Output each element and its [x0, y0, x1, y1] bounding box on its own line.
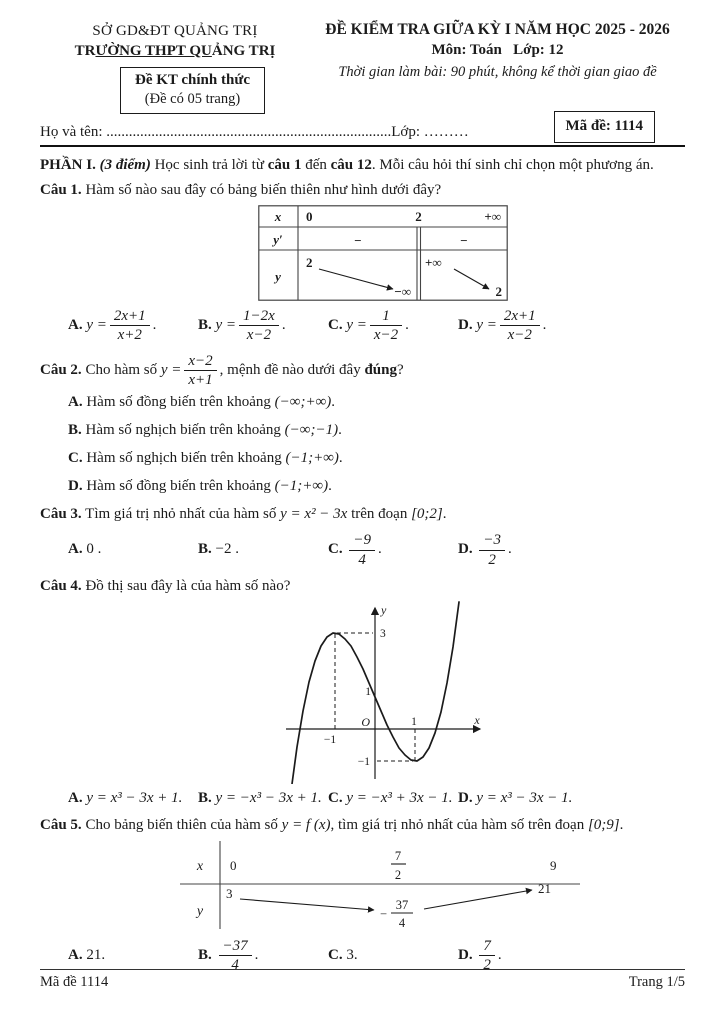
duration-note: Thời gian làm bài: 90 phút, không kể thời gian giao đề [338, 64, 657, 81]
question-2-option-c: C. Hàm số nghịch biến trên khoảng (−1;+∞). [68, 450, 343, 467]
footer-exam-code: Mã đề 1114 [40, 974, 109, 990]
svg-text:2: 2 [495, 283, 502, 299]
page-footer [40, 969, 685, 992]
page-count-note: (Đề có 05 trang) [144, 91, 241, 108]
option-b: B. −2 . [198, 541, 239, 558]
school-name: TRƯỜNG THPT QUẢNG TRỊ [74, 42, 276, 59]
student-name-line: Họ và tên: ............................................................................Lớp: ……… [40, 123, 469, 140]
exam-title: ĐỀ KIỂM TRA GIỮA KỲ I NĂM HỌC 2025 - 2026 [325, 21, 670, 38]
question-3-options [68, 528, 685, 572]
fraction: $\frac{7}{2}$ [479, 938, 495, 973]
option-a: A. 21. [68, 946, 106, 963]
question-3-title: Câu 3. Tìm giá trị nhỏ nhất của hàm số y = x² − 3x trên đoạn [0;2]. [40, 506, 447, 523]
question-2-option-d: D. Hàm số đồng biến trên khoảng (−1;+∞). [68, 478, 332, 495]
part1-points: (3 điểm) [95, 157, 155, 174]
svg-text:+∞: +∞ [484, 208, 501, 224]
svg-text:−1: −1 [357, 755, 370, 768]
fraction: $\frac{1}{x-2}$ [370, 308, 402, 343]
fraction: $\frac{2x+1}{x-2}$ [500, 308, 540, 343]
svg-text:3: 3 [380, 627, 386, 640]
svg-text:x: x [474, 712, 480, 727]
svg-text:y: y [381, 602, 387, 617]
svg-text:2: 2 [306, 254, 313, 270]
department-name: SỞ GD&ĐT QUẢNG TRỊ [92, 23, 258, 39]
question-2-title: Câu 2. Cho hàm số y = $\frac{x-2}{x+1}$ , mệnh đề nào dưới đây đúng? [40, 352, 404, 389]
svg-text:−∞: −∞ [394, 283, 411, 299]
fraction: $\frac{-9}{4}$ [349, 532, 375, 567]
official-exam-box [120, 67, 265, 114]
class-label: Lớp: ……… [391, 123, 469, 140]
option-c: C. y = $\frac{1}{x-2}$ . [328, 308, 409, 344]
svg-text:y: y [275, 268, 281, 284]
official-exam-label: Đề KT chính thức [135, 71, 250, 88]
svg-text:−: − [379, 906, 387, 921]
header-divider [40, 145, 685, 147]
exam-code-box: Mã đề: 1114 [554, 111, 656, 143]
svg-text:2: 2 [415, 208, 422, 224]
option-b: B. y = $\frac{1-2x}{x-2}$ . [198, 308, 286, 344]
name-dots: ............................................................................ [106, 123, 392, 140]
fraction: $\frac{2x+1}{x+2}$ [110, 308, 150, 343]
question-5-variation-table [180, 839, 580, 931]
option-d: D. y = $\frac{2x+1}{x-2}$ . [458, 308, 547, 344]
svg-text:x: x [196, 858, 204, 874]
svg-text:−: − [354, 232, 362, 248]
subject-grade: Môn: Toán Lớp: 12 [431, 42, 564, 59]
option-c: C. $\frac{-9}{4}$ . [328, 532, 382, 568]
option-a: A. y = x³ − 3x + 1. [68, 789, 183, 806]
svg-text:y′: y′ [273, 231, 283, 247]
svg-text:−1: −1 [323, 733, 337, 746]
question-2-option-a: A. Hàm số đồng biến trên khoảng (−∞;+∞). [68, 394, 336, 411]
fraction: $\frac{1-2x}{x-2}$ [239, 308, 279, 343]
question-1-options [68, 304, 685, 348]
svg-text:0: 0 [230, 857, 237, 873]
svg-text:−: − [460, 232, 468, 248]
option-d: D. $\frac{-3}{2}$ . [458, 532, 512, 568]
option-c: C. y = −x³ + 3x − 1. [328, 789, 453, 806]
fraction: $\frac{x-2}{x+1}$ [184, 353, 216, 388]
question-4-title: Câu 4. Đồ thị sau đây là của hàm số nào? [40, 578, 291, 595]
option-c: C. 3. [328, 946, 358, 963]
question-1-variation-table [258, 205, 508, 301]
option-a: A. y = $\frac{2x+1}{x+2}$ . [68, 308, 157, 344]
header-right [310, 20, 685, 114]
svg-text:1: 1 [365, 685, 371, 698]
question-1-title: Câu 1. Hàm số nào sau đây có bảng biến thiên như hình dưới đây? [40, 182, 442, 199]
svg-text:21: 21 [538, 880, 551, 896]
header-left [40, 20, 310, 114]
option-b: B. y = −x³ − 3x + 1. [198, 789, 322, 806]
fraction: $\frac{-37}{4}$ [219, 938, 252, 973]
question-4-cubic-graph [280, 599, 490, 784]
fraction: $\frac{-3}{2}$ [479, 532, 505, 567]
svg-text:+∞: +∞ [425, 254, 442, 270]
part1-heading: PHẦN I. (3 điểm) Học sinh trả lời từ câu 1 đến câu 12. Mỗi câu hỏi thí sinh chỉ chọn một phương án. [40, 157, 654, 174]
part1-label: PHẦN I. [40, 157, 96, 174]
svg-text:1: 1 [411, 715, 417, 728]
option-d: D. $\frac{7}{2}$ . [458, 937, 502, 974]
option-b: B. $\frac{-37}{4}$ . [198, 937, 259, 974]
question-2-option-b: B. Hàm số nghịch biến trên khoảng (−∞;−1). [68, 422, 342, 439]
header [40, 20, 685, 114]
svg-text:4: 4 [398, 915, 406, 930]
svg-text:7: 7 [394, 848, 402, 863]
option-a: A. 0 . [68, 541, 102, 558]
svg-text:3: 3 [226, 885, 233, 901]
option-d: D. y = x³ − 3x − 1. [458, 789, 573, 806]
svg-text:37: 37 [395, 897, 409, 912]
footer-page-number: Trang 1/5 [628, 974, 685, 990]
svg-text:y: y [196, 903, 204, 919]
svg-text:2: 2 [394, 867, 402, 882]
svg-text:0: 0 [306, 208, 313, 224]
question-4-options [68, 787, 685, 811]
svg-text:9: 9 [550, 857, 557, 873]
question-5-title: Câu 5. Cho bảng biến thiên của hàm số y = f (x), tìm giá trị nhỏ nhất của hàm số trên đoạn [0;9]. [40, 816, 624, 833]
svg-text:x: x [274, 208, 282, 224]
svg-text:O: O [361, 714, 370, 729]
